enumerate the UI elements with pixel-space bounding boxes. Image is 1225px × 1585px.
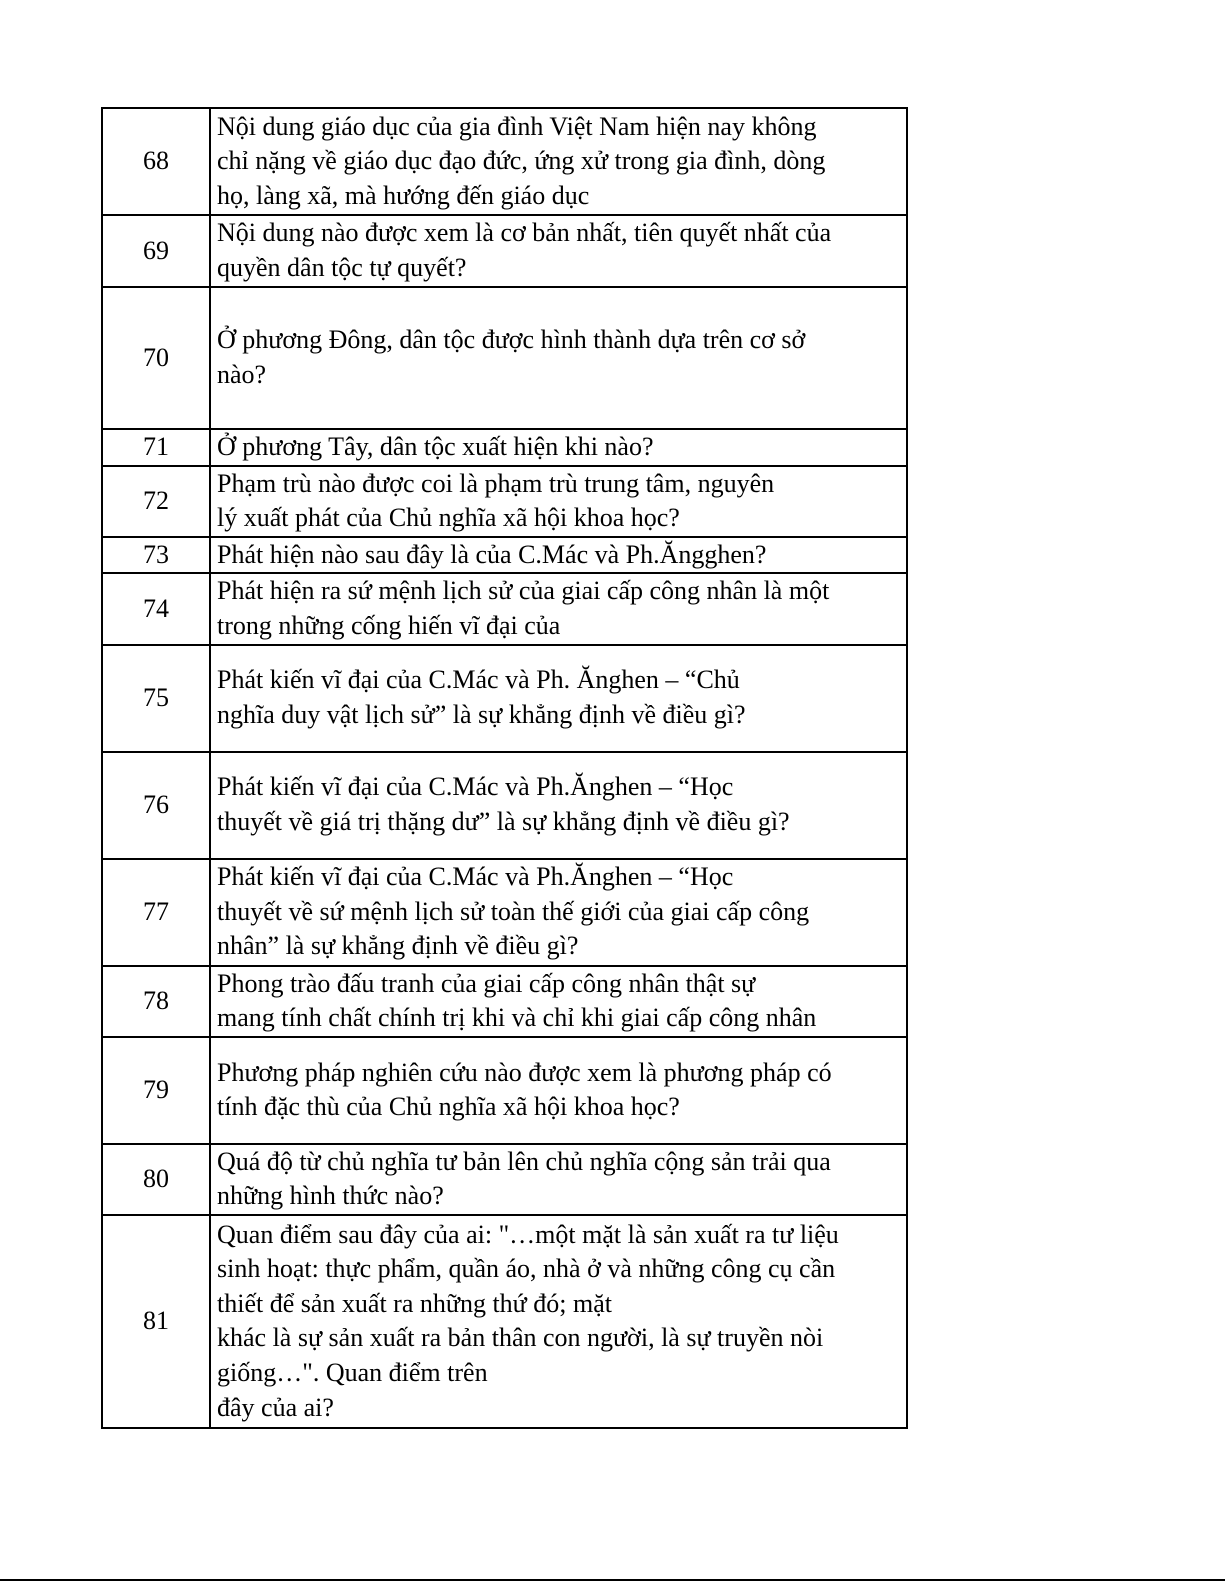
question-text: Phong trào đấu tranh của giai cấp công nhân thật sự mang tính chất chính trị khi và chỉ khi giai cấp công nhân — [210, 966, 907, 1037]
question-table — [101, 107, 908, 1429]
row-number: 69 — [102, 215, 210, 287]
table-row — [102, 429, 907, 466]
question-text: Quá độ từ chủ nghĩa tư bản lên chủ nghĩa cộng sản trải qua những hình thức nào? — [210, 1144, 907, 1215]
question-text: Phát kiến vĩ đại của C.Mác và Ph.Ănghen – “Học thuyết về giá trị thặng dư” là sự khẳng định về điều gì? — [210, 752, 907, 859]
page-bottom-rule — [0, 1579, 1225, 1581]
table-row — [102, 752, 907, 859]
table-row — [102, 645, 907, 752]
row-number: 78 — [102, 966, 210, 1037]
question-text: Phát kiến vĩ đại của C.Mác và Ph.Ănghen – “Học thuyết về sứ mệnh lịch sử toàn thế giới của giai cấp công nhân” là sự khẳng định về điều gì? — [210, 859, 907, 966]
row-number: 68 — [102, 108, 210, 215]
table-row — [102, 966, 907, 1037]
question-text: Phạm trù nào được coi là phạm trù trung tâm, nguyên lý xuất phát của Chủ nghĩa xã hội khoa học? — [210, 466, 907, 537]
table-row — [102, 573, 907, 644]
question-text: Quan điểm sau đây của ai: "…một mặt là sản xuất ra tư liệu sinh hoạt: thực phẩm, quần áo, nhà ở và những công cụ cần thiết để sản xuất ra những thứ đó; mặt khác là sự sản xuất ra bản thân con người, là sự truyền nòi giống…". Quan điểm trên đây của ai? — [210, 1215, 907, 1428]
table-row — [102, 1215, 907, 1428]
row-number: 71 — [102, 429, 210, 466]
row-number: 73 — [102, 537, 210, 574]
question-text: Ở phương Đông, dân tộc được hình thành dựa trên cơ sở nào? — [210, 287, 907, 429]
table-row — [102, 108, 907, 215]
table-row — [102, 1144, 907, 1215]
table-row — [102, 1037, 907, 1144]
row-number: 72 — [102, 466, 210, 537]
question-text: Nội dung giáo dục của gia đình Việt Nam hiện nay không chỉ nặng về giáo dục đạo đức, ứng xử trong gia đình, dòng họ, làng xã, mà hướng đến giáo dục — [210, 108, 907, 215]
row-number: 74 — [102, 573, 210, 644]
row-number: 77 — [102, 859, 210, 966]
table-row — [102, 466, 907, 537]
question-text: Ở phương Tây, dân tộc xuất hiện khi nào? — [210, 429, 907, 466]
question-text: Phương pháp nghiên cứu nào được xem là phương pháp có tính đặc thù của Chủ nghĩa xã hội khoa học? — [210, 1037, 907, 1144]
table-row — [102, 287, 907, 429]
row-number: 79 — [102, 1037, 210, 1144]
question-text: Phát kiến vĩ đại của C.Mác và Ph. Ănghen – “Chủ nghĩa duy vật lịch sử” là sự khẳng định về điều gì? — [210, 645, 907, 752]
question-text: Phát hiện nào sau đây là của C.Mác và Ph.Ăngghen? — [210, 537, 907, 574]
row-number: 81 — [102, 1215, 210, 1428]
row-number: 75 — [102, 645, 210, 752]
question-text: Phát hiện ra sứ mệnh lịch sử của giai cấp công nhân là một trong những cống hiến vĩ đại của — [210, 573, 907, 644]
table-row — [102, 537, 907, 574]
question-text: Nội dung nào được xem là cơ bản nhất, tiên quyết nhất của quyền dân tộc tự quyết? — [210, 215, 907, 287]
table-row — [102, 859, 907, 966]
row-number: 76 — [102, 752, 210, 859]
row-number: 80 — [102, 1144, 210, 1215]
table-row — [102, 215, 907, 287]
row-number: 70 — [102, 287, 210, 429]
